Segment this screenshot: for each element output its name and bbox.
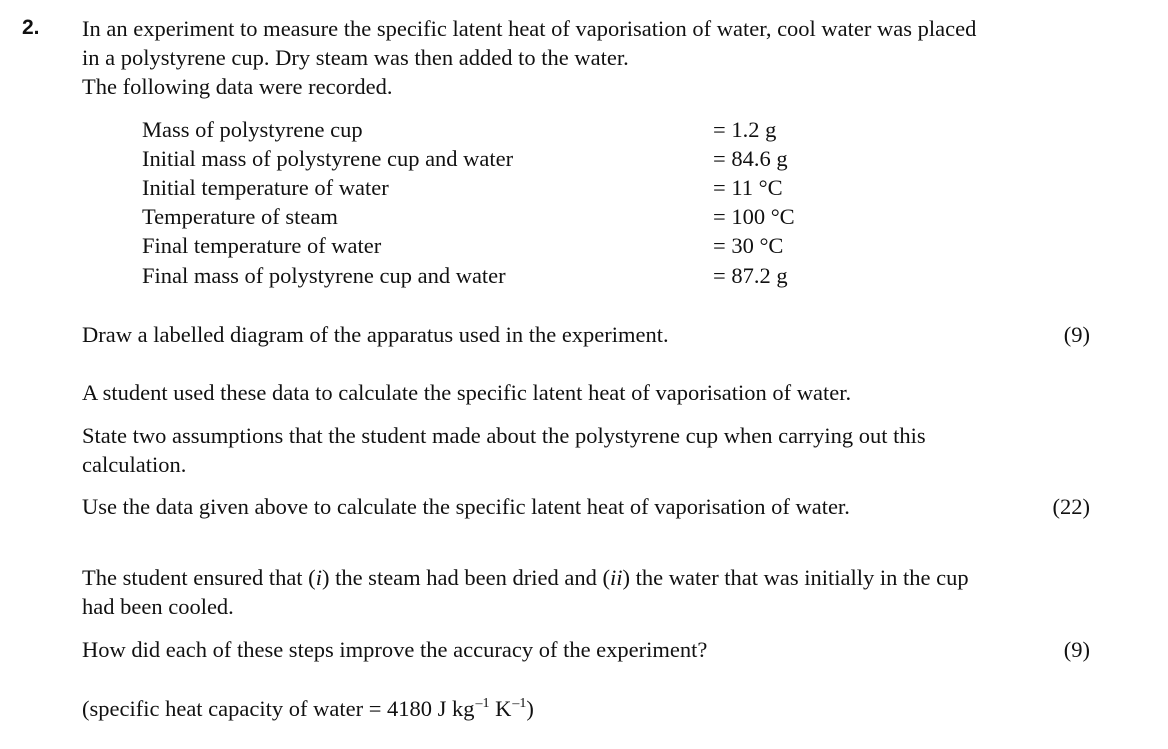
data-label-5: Final mass of polystyrene cup and water — [142, 263, 506, 288]
data-value-1: = 84.6 g — [713, 146, 788, 171]
footnote-exponent-2: –1 — [512, 696, 527, 711]
data-label-2: Initial temperature of water — [142, 175, 389, 200]
part-c-prefix: The student ensured that ( — [82, 565, 316, 590]
data-label-4: Final temperature of water — [142, 233, 382, 258]
part-c-marks: (9) — [1063, 637, 1090, 662]
data-value-4: = 30 °C — [713, 233, 784, 258]
part-c-line-1 — [82, 563, 969, 592]
part-b-line-2b: calculation. — [82, 452, 187, 477]
data-value-3: = 100 °C — [713, 204, 795, 229]
part-a-marks: (9) — [1063, 322, 1090, 347]
footnote-prefix: (specific heat capacity of water = 4180 J kg — [82, 696, 475, 721]
data-label-0: Mass of polystyrene cup — [142, 117, 363, 142]
question-number: 2. — [22, 16, 40, 39]
part-b-line-3: Use the data given above to calculate the specific latent heat of vaporisation of water. — [82, 494, 850, 519]
part-c-suffix: ) the water that was initially in the cup — [622, 565, 969, 590]
data-value-5: = 87.2 g — [713, 263, 788, 288]
intro-line-1: In an experiment to measure the specific latent heat of vaporisation of water, cool water was placed — [82, 16, 977, 41]
footnote — [82, 694, 534, 727]
data-value-0: = 1.2 g — [713, 117, 777, 142]
part-c-roman-ii: ii — [609, 565, 623, 590]
data-label-3: Temperature of steam — [142, 204, 338, 229]
intro-line-3: The following data were recorded. — [82, 74, 393, 99]
part-c-line-2: had been cooled. — [82, 594, 234, 619]
part-b-line-1: A student used these data to calculate the specific latent heat of vaporisation of water. — [82, 380, 852, 405]
intro-line-2: in a polystyrene cup. Dry steam was then added to the water. — [82, 45, 629, 70]
footnote-exponent-1: –1 — [475, 696, 490, 711]
part-b-marks: (22) — [1052, 494, 1090, 519]
footnote-mid: K — [489, 696, 512, 721]
data-value-2: = 11 °C — [713, 175, 783, 200]
part-a-text: Draw a labelled diagram of the apparatus used in the experiment. — [82, 322, 669, 347]
data-label-1: Initial mass of polystyrene cup and water — [142, 146, 514, 171]
part-b-line-2a: State two assumptions that the student made about the polystyrene cup when carrying out this — [82, 423, 926, 448]
part-c-line-3: How did each of these steps improve the accuracy of the experiment? — [82, 637, 708, 662]
part-c-roman-i: i — [315, 565, 322, 590]
footnote-suffix: ) — [526, 696, 534, 721]
part-c-mid: ) the steam had been dried and ( — [321, 565, 610, 590]
